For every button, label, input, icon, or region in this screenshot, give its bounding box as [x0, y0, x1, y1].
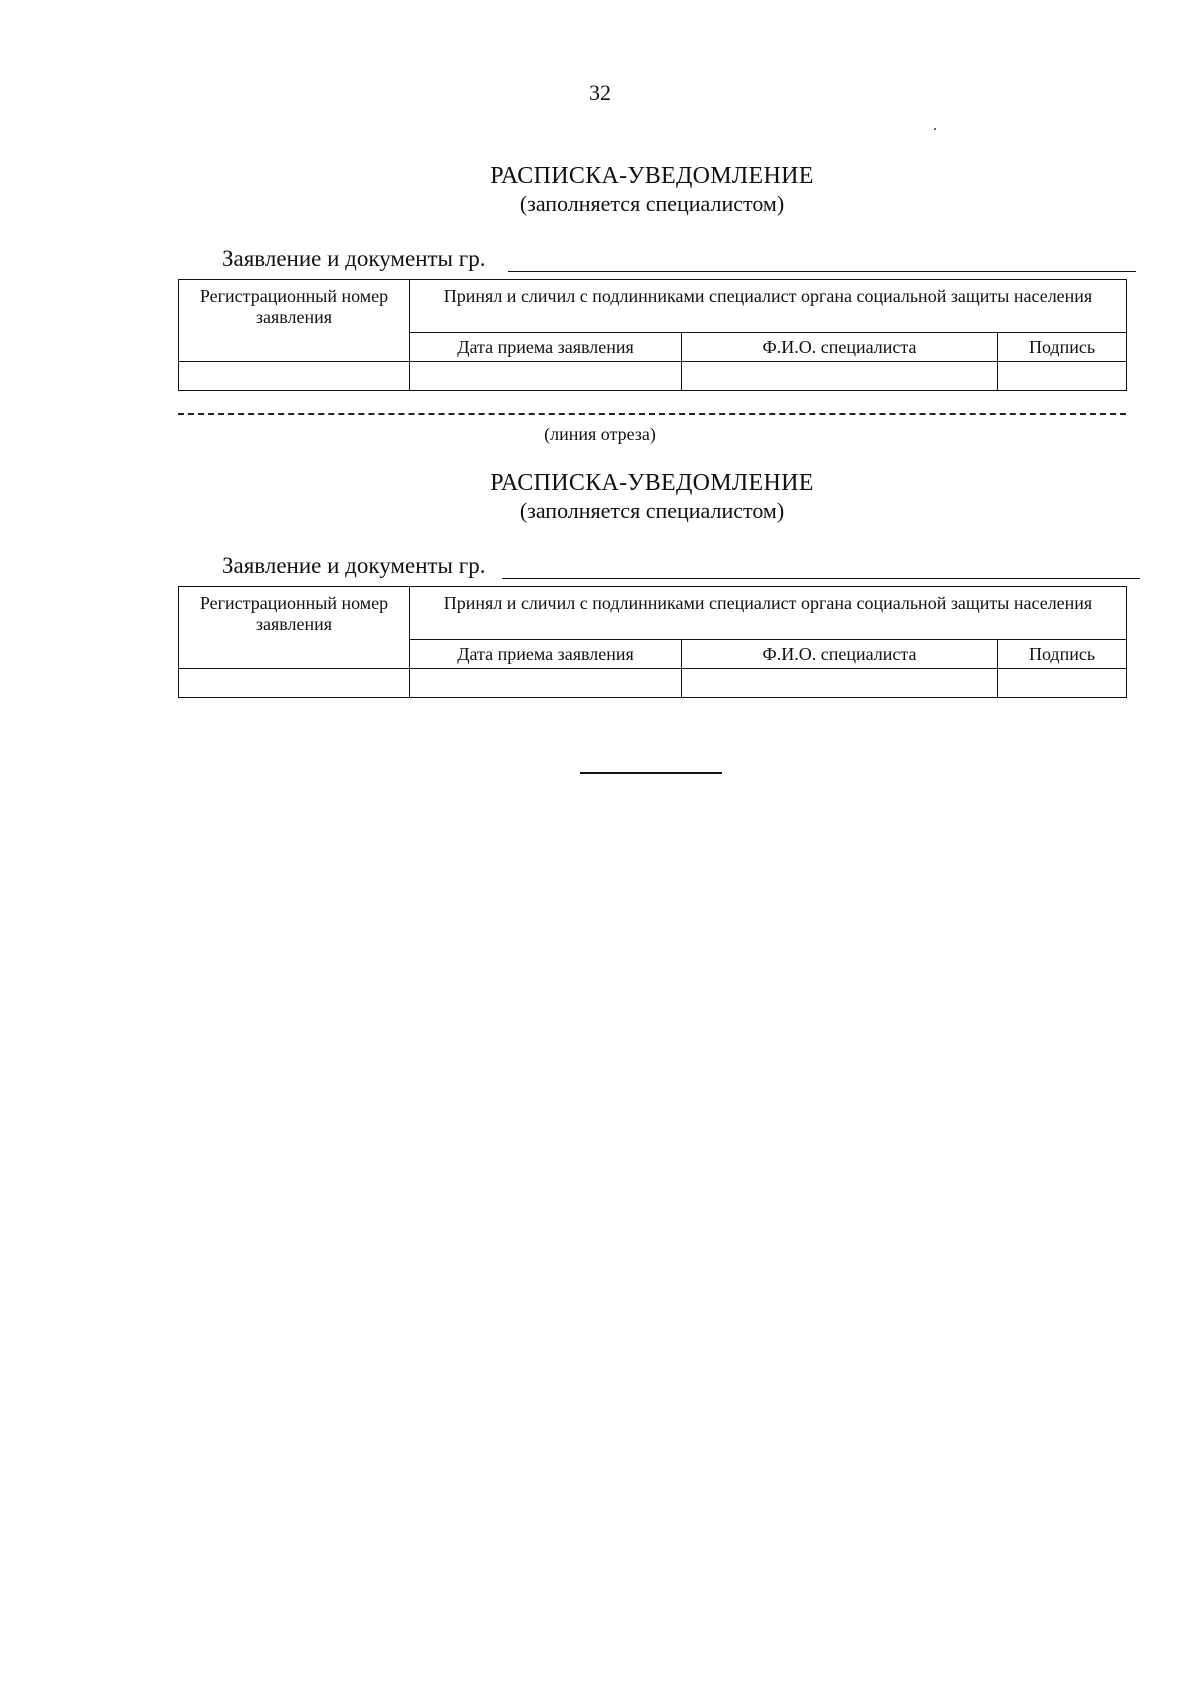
specialist-name-cell[interactable] [682, 362, 998, 391]
reg-number-header: Регистрационный номер заявления [179, 280, 410, 362]
receipt-notice-1 [178, 162, 1126, 391]
applicant-line [222, 553, 1126, 583]
specialist-name-cell[interactable] [682, 669, 998, 698]
applicant-name-field[interactable] [502, 578, 1140, 579]
scan-speck [934, 128, 936, 130]
receipt-subtitle: (заполняется специалистом) [519, 498, 785, 523]
signature-header: Подпись [998, 333, 1127, 362]
accepted-by-header: Принял и сличил с подлинниками специалист органа социальной защиты населения [410, 587, 1127, 640]
applicant-line [222, 246, 1126, 276]
date-received-header: Дата приема заявления [410, 640, 682, 669]
receipt-title: РАСПИСКА-УВЕДОМЛЕНИЕ [490, 163, 814, 189]
reg-number-cell[interactable] [179, 669, 410, 698]
end-of-document-rule [580, 772, 722, 774]
applicant-name-field[interactable] [508, 271, 1136, 272]
receipt-subtitle: (заполняется специалистом) [519, 191, 785, 216]
cut-line [178, 413, 1126, 415]
accepted-by-header: Принял и сличил с подлинниками специалист органа социальной защиты населения [410, 280, 1127, 333]
reg-number-cell[interactable] [179, 362, 410, 391]
reg-number-header: Регистрационный номер заявления [179, 587, 410, 669]
signature-cell[interactable] [998, 669, 1127, 698]
specialist-name-header: Ф.И.О. специалиста [682, 640, 998, 669]
cut-line-label: (линия отреза) [544, 424, 656, 444]
signature-cell[interactable] [998, 362, 1127, 391]
applicant-label: Заявление и документы гр. [222, 246, 486, 271]
applicant-label: Заявление и документы гр. [222, 553, 486, 578]
receipt-table [178, 586, 1127, 698]
date-received-header: Дата приема заявления [410, 333, 682, 362]
signature-header: Подпись [998, 640, 1127, 669]
date-received-cell[interactable] [410, 362, 682, 391]
receipt-title: РАСПИСКА-УВЕДОМЛЕНИЕ [490, 470, 814, 496]
page-number: 32 [589, 80, 611, 105]
specialist-name-header: Ф.И.О. специалиста [682, 333, 998, 362]
receipt-notice-2 [178, 469, 1126, 698]
receipt-table [178, 279, 1127, 391]
date-received-cell[interactable] [410, 669, 682, 698]
